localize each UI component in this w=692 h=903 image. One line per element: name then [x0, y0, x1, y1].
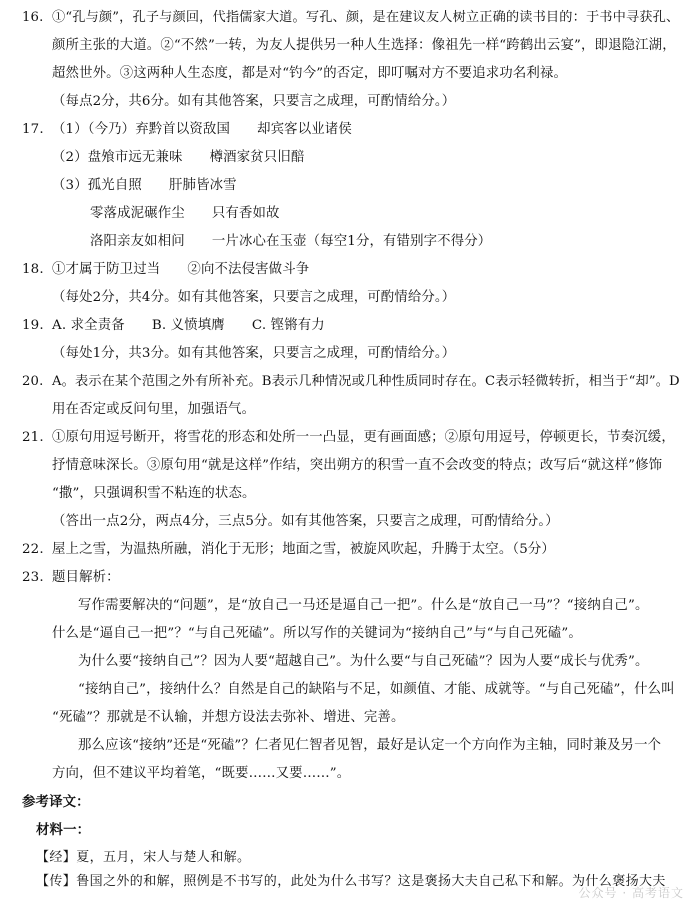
q23-para-3b: “死磕”？那就是不认输，并想方设法去弥补、增进、完善。 [52, 710, 405, 725]
q16-number: 16. [22, 10, 44, 25]
q23-para-4a: 那么应该“接纳”还是“死磕”？仁者见仁智者见智，最好是认定一个方向作为主轴，同时兼及另一个 [78, 738, 662, 753]
q23-para-2a: 为什么要“接纳自己”？因为人要“超越自己”。为什么要“与自己死磕”？因为人要“成长与优秀”。 [78, 654, 649, 669]
q17-line-2: （2）盘飧市远无兼味 樽酒家贫只旧醅 [52, 150, 305, 165]
q22-number: 22. [22, 542, 44, 557]
q23-heading: 23. 题目解析： [22, 568, 120, 588]
q16-line-1: 16. ①“孔与颜”，孔子与颜回，代指儒家大道。写孔、颜，是在建议友人树立正确的读书目的：于书中寻获孔、 [22, 8, 679, 28]
q21-number: 21. [22, 430, 44, 445]
q19-number: 19. [22, 318, 44, 333]
q19-score-note: （每处1分，共3分。如有其他答案，只要言之成理，可酌情给分。） [52, 346, 456, 361]
q20-number: 20. [22, 374, 44, 389]
q21-score-note: （答出一点2分，两点4分，三点5分。如有其他答案，只要言之成理，可酌情给分。） [52, 514, 559, 529]
q16-score-note: （每点2分，共6分。如有其他答案，只要言之成理，可酌情给分。） [52, 94, 456, 109]
q23-number: 23. [22, 570, 44, 585]
q21-line-2: 抒情意味深长。③原句用“就是这样”作结，突出朔方的积雪一直不会改变的特点；改写后“就这样”修饰 [52, 458, 663, 473]
q16-line-2: 颜所主张的大道。②“不然”一转，为友人提供另一种人生选择：像祖先一样“跨鹤出云宴”，即退隐江湖， [52, 38, 676, 53]
ref-material-1: 材料一： [36, 822, 91, 838]
q16-line-3: 超然世外。③这两种人生态度，都是对“钓今”的否定，即叮嘱对方不要追求功名利禄。 [52, 66, 567, 81]
q21-line-1: 21. ①原句用逗号断开，将雪花的形态和处所一一凸显，更有画面感；②原句用逗号，停顿更长，节奏沉缓， [22, 428, 675, 448]
q17-line-4: 零落成泥碾作尘 只有香如故 [90, 206, 280, 221]
q23-para-1b: 什么是“逼自己一把”？“与自己死磕”。所以写作的关键词为“接纳自己”与“与自己死磕”。 [52, 626, 582, 641]
q20-line-1: 20. A。表示在某个范围之外有所补充。B表示几种情况或几种性质同时存在。C表示轻微转折，相当于“却”。D [22, 372, 680, 392]
q23-para-4b: 方向，但不建议平均着笔，“既要……又要……”。 [52, 766, 351, 781]
q22-line-1: 22. 屋上之雪，为温热所融，消化于无形；地面之雪，被旋风吹起，升腾于太空。（5分） [22, 540, 555, 560]
q17-line-1: 17. （1）（今乃）弃黔首以资敌国 却宾客以业诸侯 [22, 120, 352, 140]
q17-number: 17. [22, 122, 44, 137]
q21-line-3: “撒”，只强调积雪不粘连的状态。 [52, 486, 256, 501]
q18-line-1: 18. ①才属于防卫过当 ②向不法侵害做斗争 [22, 260, 309, 280]
q20-line-2: 用在否定或反问句里，加强语气。 [52, 402, 256, 417]
q18-score-note: （每处2分，共4分。如有其他答案，只要言之成理，可酌情给分。） [52, 290, 456, 305]
ref-zhuan-1: 【传】鲁国之外的和解，照例是不书写的，此处为什么书写？这是褒扬大夫自己私下和解。为什么褒扬大夫 [36, 874, 666, 889]
ref-jing: 【经】夏，五月，宋人与楚人和解。 [36, 850, 251, 865]
q18-number: 18. [22, 262, 44, 277]
q19-line-1: 19. A. 求全责备 B. 义愤填膺 C. 铿锵有力 [22, 316, 325, 336]
q17-line-5: 洛阳亲友如相问 一片冰心在玉壶（每空1分，有错别字不得分） [90, 234, 492, 249]
q23-para-3a: “接纳自己”，接纳什么？自然是自己的缺陷与不足，如颜值、才能、成就等。“与自己死磕”，什么叫 [78, 682, 675, 697]
q17-line-3: （3）孤光自照 肝肺皆冰雪 [52, 178, 237, 193]
watermark: 公众号 · 高考语文 [578, 886, 684, 900]
ref-title: 参考译文： [22, 794, 90, 810]
q23-para-1a: 写作需要解决的“问题”，是“放自己一马还是逼自己一把”。什么是“放自己一马”？“接纳自己”。 [78, 598, 649, 613]
